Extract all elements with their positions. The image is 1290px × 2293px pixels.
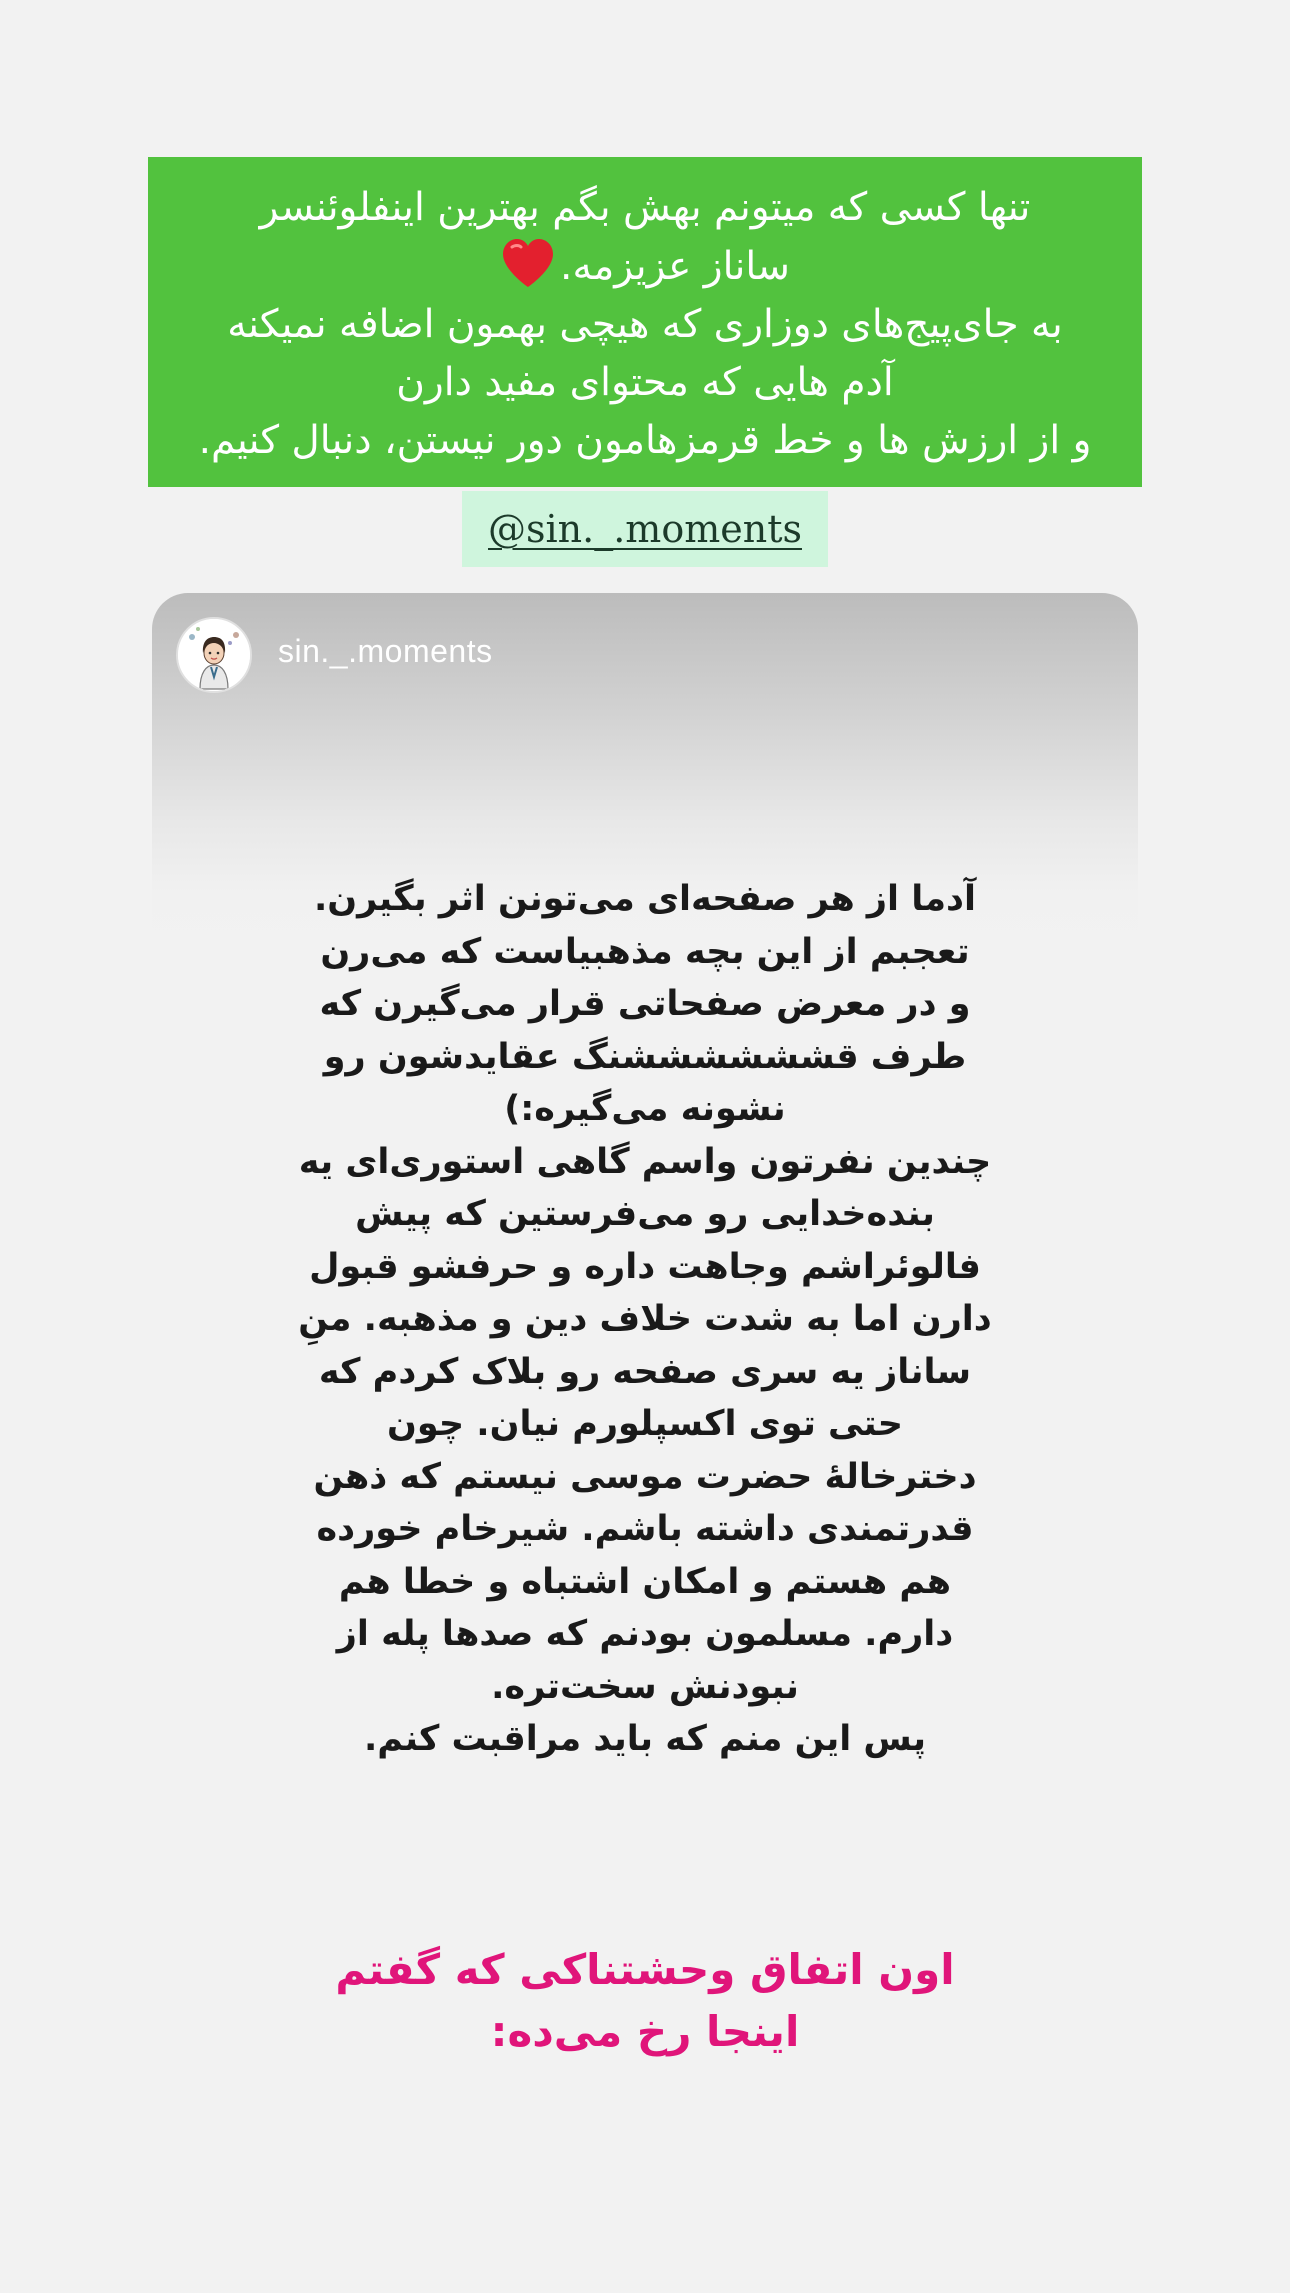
story-line: حتی توی اکسپلورم نیان. چون (387, 1404, 903, 1444)
story-line: دخترخالهٔ حضرت موسی نیستم که ذهن (313, 1456, 977, 1497)
story-line: پس این منم که باید مراقبت کنم. (363, 1719, 927, 1759)
story-username[interactable]: sin._.moments (278, 633, 493, 669)
caption-line-4: آدم هایی که محتوای مفید دارن (396, 360, 894, 405)
footer-line-2: اینجا رخ می‌ده: (490, 2007, 800, 2056)
shared-story-card[interactable] (152, 593, 1138, 1893)
caption-line-2 (166, 237, 1124, 296)
footer-line-1: اون اتفاق وحشتناکی که گفتم (335, 1945, 955, 1994)
story-line: طرف قششششششنگ عقایدشون رو (323, 1036, 967, 1077)
story-text-block (152, 873, 1138, 1766)
caption-box (148, 157, 1142, 487)
story-line: دارن اما به شدت خلاف دین و مذهبه. منِ (298, 1299, 992, 1339)
story-line: نبودنش سخت‌تره. (491, 1666, 799, 1707)
mention-sticker[interactable] (462, 491, 828, 567)
caption-line-1: تنها کسی که میتونم بهش بگم بهترین اینفلوئنسر (259, 185, 1031, 230)
caption-line-2-text: ساناز عزیزمه. (560, 244, 790, 289)
story-line: قدرتمندی داشته باشم. شیرخام خورده (316, 1509, 974, 1549)
caption-line-3: به جای‌پیج‌های دوزاری که هیچی بهمون اضافه نمیکنه (227, 302, 1063, 347)
mention-label[interactable]: @sin._.moments (488, 507, 802, 551)
story-line: ساناز یه سری صفحه رو بلاک کردم که (318, 1351, 972, 1392)
red-heart-icon (500, 237, 556, 289)
story-line: دارم. مسلمون بودنم که صدها پله از (336, 1614, 954, 1654)
story-line: بنده‌خدایی رو می‌فرستین که پیش (355, 1194, 935, 1234)
avatar[interactable] (176, 617, 252, 693)
story-line: هم هستم و امکان اشتباه و خطا هم (338, 1561, 952, 1602)
story-line: و در معرض صفحاتی قرار می‌گیرن که (319, 984, 971, 1024)
story-line: نشونه می‌گیره:) (504, 1089, 786, 1129)
story-line: فالوئراشم وجاهت داره و حرفشو قبول (309, 1246, 981, 1287)
footer-text (0, 1939, 1290, 2063)
caption-line-5: و از ارزش ها و خط قرمزهامون دور نیستن، دنبال کنیم. (198, 418, 1092, 463)
story-line: آدما از هر صفحه‌ای می‌تونن اثر بگیرن. (313, 879, 977, 919)
story-line: تعجبم از این بچه مذهبیاست که می‌رن (320, 931, 970, 972)
avatar-illustration-icon (178, 619, 250, 691)
story-line: چندین نفرتون واسم گاهی استوری‌ای یه (298, 1141, 992, 1182)
